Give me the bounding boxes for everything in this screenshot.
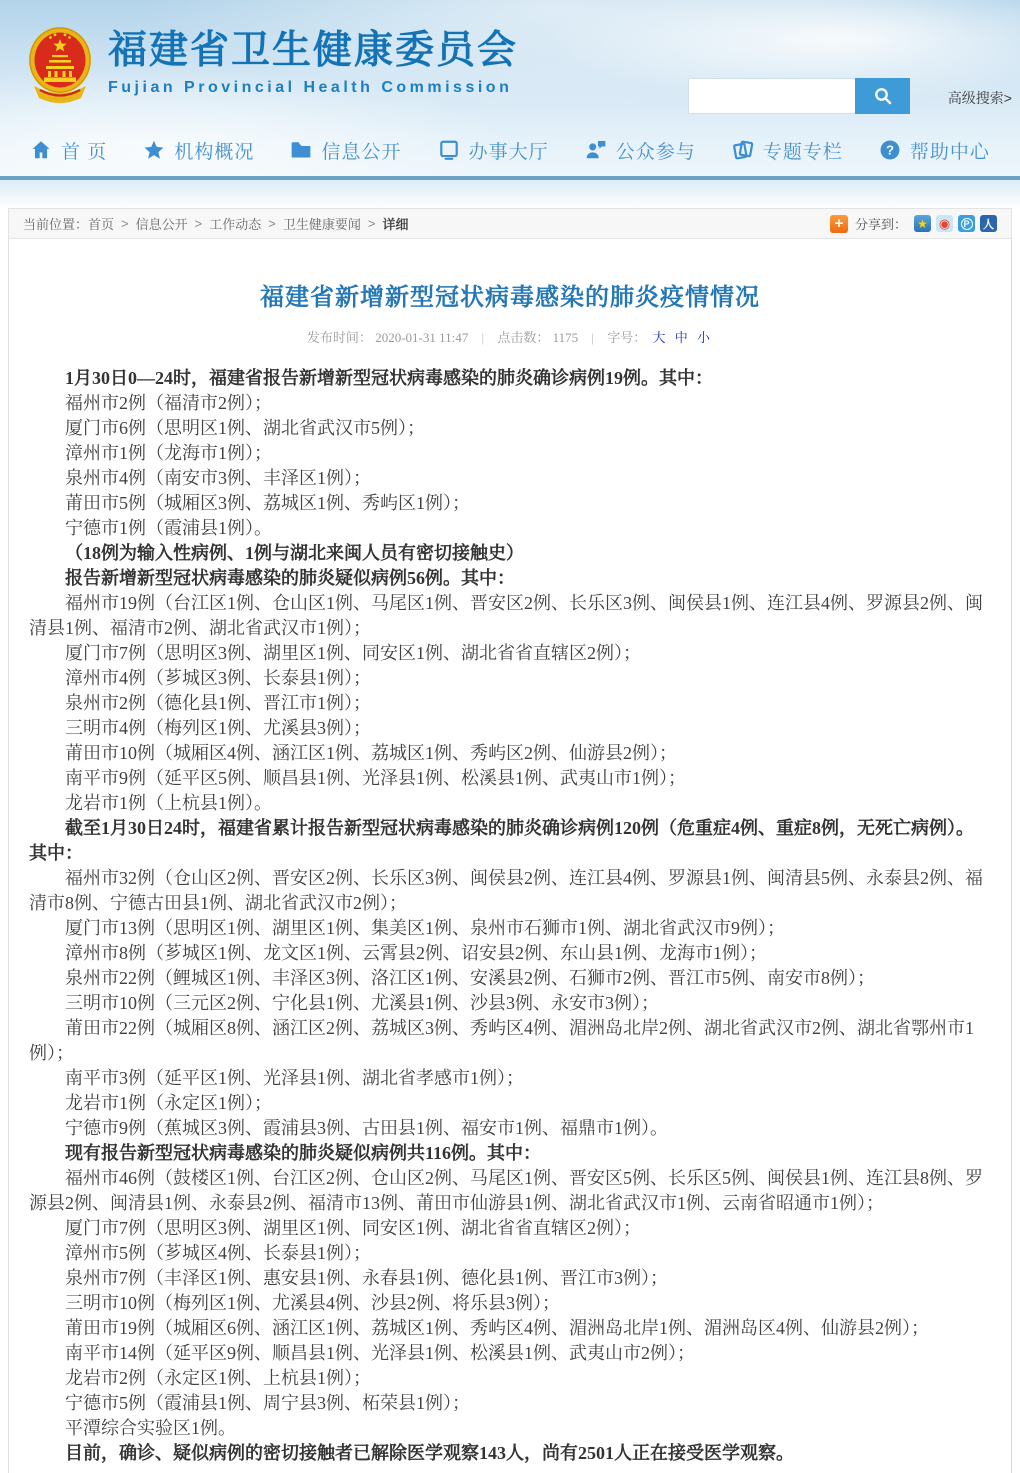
breadcrumb-item-info[interactable]: 信息公开 bbox=[135, 217, 188, 232]
article-paragraph: 龙岩市2例（永定区1例、上杭县1例）； bbox=[65, 1368, 371, 1388]
breadcrumb-separator: > bbox=[268, 216, 276, 231]
article-paragraph: 泉州市4例（南安市3例、丰泽区1例）； bbox=[65, 468, 371, 488]
article-paragraph: 1月30日0—24时，福建省报告新增新型冠状病毒感染的肺炎确诊病例19例。其中： bbox=[65, 368, 713, 388]
article-paragraph: 莆田市10例（城厢区4例、涵江区1例、荔城区1例、秀屿区2例、仙游县2例）； bbox=[65, 743, 677, 763]
article-paragraph: 漳州市4例（芗城区3例、长泰县1例）； bbox=[65, 668, 371, 688]
monitor-icon bbox=[438, 139, 460, 161]
nav-item-special[interactable]: 专题专栏 bbox=[732, 137, 843, 164]
site-title: 福建省卫生健康委员会 bbox=[108, 29, 519, 72]
article-paragraph: 南平市14例（延平区9例、顺昌县1例、光泽县1例、松溪县1例、武夷山市2例）； bbox=[65, 1343, 695, 1363]
star-icon bbox=[143, 139, 165, 161]
article-paragraph: 厦门市13例（思明区1例、湖里区1例、集美区1例、泉州市石狮市1例、湖北省武汉市9例）； bbox=[65, 918, 785, 938]
hits-label: 点击数： bbox=[497, 330, 550, 345]
fontsize-large-link[interactable]: 大 bbox=[652, 330, 666, 345]
article-paragraph: 福州市19例（台江区1例、仓山区1例、马尾区1例、晋安区2例、长乐区3例、闽侯县1例、连江县4例、罗源县2例、闽清县1例、福清市2例、湖北省武汉市1例）； bbox=[29, 593, 983, 638]
search-icon bbox=[873, 86, 893, 106]
meta-divider: | bbox=[481, 330, 485, 345]
article bbox=[8, 239, 1012, 1473]
article-paragraph: 宁德市9例（蕉城区3例、霞浦县3例、古田县1例、福安市1例、福鼎市1例）。 bbox=[65, 1118, 668, 1138]
article-paragraph: 宁德市5例（霞浦县1例、周宁县3例、柘荣县1例）； bbox=[65, 1393, 470, 1413]
home-icon bbox=[30, 139, 52, 161]
share-renren-icon[interactable]: 人 bbox=[980, 215, 997, 232]
article-paragraph: （18例为输入性病例、1例与湖北来闽人员有密切接触史） bbox=[65, 543, 524, 563]
article-paragraph: 漳州市5例（芗城区4例、长泰县1例）； bbox=[65, 1243, 371, 1263]
article-meta bbox=[29, 327, 991, 346]
publish-time-label: 发布时间： bbox=[306, 330, 372, 345]
article-paragraph: 龙岩市1例（上杭县1例）。 bbox=[65, 793, 272, 813]
article-paragraph: 龙岩市1例（永定区1例）； bbox=[65, 1093, 272, 1113]
article-paragraph: 厦门市6例（思明区1例、湖北省武汉市5例）； bbox=[65, 418, 425, 438]
header-logo-row bbox=[0, 0, 1020, 120]
share-label: 分享到： bbox=[854, 217, 907, 232]
search-area bbox=[688, 78, 910, 114]
article-paragraph: 南平市9例（延平区5例、顺昌县1例、光泽县1例、松溪县1例、武夷山市1例）； bbox=[65, 768, 686, 788]
article-paragraph: 福州市2例（福清市2例）； bbox=[65, 393, 272, 413]
share-add-icon[interactable]: + bbox=[830, 215, 848, 233]
nav-item-help[interactable]: ? 帮助中心 bbox=[879, 137, 990, 164]
meta-divider: | bbox=[591, 330, 594, 345]
nav-item-participation[interactable]: 公众参与 bbox=[585, 137, 696, 164]
article-paragraph: 福州市32例（仓山区2例、晋安区2例、长乐区3例、闽侯县2例、连江县4例、罗源县1例、闽清县5例、永泰县2例、福清市8例、宁德古田县1例、湖北省武汉市2例）； bbox=[29, 868, 983, 913]
article-paragraph: 三明市10例（梅列区1例、尤溪县4例、沙县2例、将乐县3例）； bbox=[65, 1293, 560, 1313]
site-subtitle-en: Fujian Provincial Health Commission bbox=[108, 78, 513, 96]
search-button[interactable] bbox=[855, 78, 910, 114]
breadcrumb bbox=[8, 208, 1012, 239]
article-paragraph: 平潭综合实验区1例。 bbox=[65, 1418, 236, 1438]
nav-item-about[interactable]: 机构概况 bbox=[143, 137, 254, 164]
article-paragraph: 泉州市7例（丰泽区1例、惠安县1例、永春县1例、德化县1例、晋江市3例）； bbox=[65, 1268, 668, 1288]
share-area bbox=[830, 214, 997, 233]
folder-icon bbox=[290, 139, 312, 161]
article-paragraph: 泉州市2例（德化县1例、晋江市1例）； bbox=[65, 693, 371, 713]
article-paragraph: 宁德市1例（霞浦县1例）。 bbox=[65, 518, 272, 538]
article-paragraph: 福州市46例（鼓楼区1例、台江区2例、仓山区2例、马尾区1例、晋安区5例、长乐区5例、闽侯县1例、连江县8例、罗源县2例、闽清县1例、永泰县2例、福清市13例、莆田市仙游县1例、湖北省武汉市1例、云南省昭通市1例）； bbox=[29, 1168, 983, 1213]
article-paragraph: 现有报告新型冠状病毒感染的肺炎疑似病例共116例。其中： bbox=[65, 1143, 542, 1163]
article-paragraph: 漳州市1例（龙海市1例）； bbox=[65, 443, 272, 463]
breadcrumb-separator: > bbox=[194, 216, 203, 231]
fontsize-small-link[interactable]: 小 bbox=[697, 330, 711, 345]
share-qzone-icon[interactable]: ★ bbox=[914, 215, 931, 232]
article-paragraph: 厦门市7例（思明区3例、湖里区1例、同安区1例、湖北省省直辖区2例）； bbox=[65, 643, 641, 663]
share-pengyou-icon[interactable]: P bbox=[958, 215, 975, 232]
article-body bbox=[29, 366, 991, 1466]
article-paragraph: 厦门市7例（思明区3例、湖里区1例、同安区1例、湖北省省直辖区2例）； bbox=[65, 1218, 641, 1238]
nav-item-home[interactable]: 首 页 bbox=[30, 137, 107, 164]
people-icon bbox=[585, 139, 607, 161]
article-paragraph: 三明市4例（梅列区1例、尤溪县3例）； bbox=[65, 718, 371, 738]
main-nav bbox=[0, 124, 1020, 176]
advanced-search-link[interactable]: 高级搜索> bbox=[947, 90, 1012, 106]
svg-text:?: ? bbox=[885, 142, 894, 158]
article-paragraph: 漳州市8例（芗城区1例、龙文区1例、云霄县2例、诏安县2例、东山县1例、龙海市1例）； bbox=[65, 943, 767, 963]
article-paragraph: 莆田市19例（城厢区6例、涵江区1例、荔城区1例、秀屿区4例、湄洲岛北岸1例、湄洲岛区4例、仙游县2例）； bbox=[65, 1318, 929, 1338]
site-header bbox=[0, 0, 1020, 180]
article-paragraph: 三明市10例（三元区2例、宁化县1例、尤溪县1例、沙县3例、永安市3例）； bbox=[65, 993, 659, 1013]
breadcrumb-item-home[interactable]: 首页 bbox=[88, 217, 115, 232]
publish-time-value: 2020-01-31 11:47 bbox=[375, 330, 469, 345]
nav-item-services[interactable]: 办事大厅 bbox=[438, 137, 549, 164]
breadcrumb-separator: > bbox=[367, 216, 376, 231]
article-paragraph: 莆田市22例（城厢区8例、涵江区2例、荔城区3例、秀屿区4例、湄洲岛北岸2例、湖北省武汉市2例、湖北省鄂州市1例）； bbox=[29, 1018, 974, 1063]
pages-icon bbox=[732, 139, 754, 161]
hits-value: 1175 bbox=[552, 330, 579, 345]
nav-item-info[interactable]: 信息公开 bbox=[290, 137, 401, 164]
breadcrumb-item-work[interactable]: 工作动态 bbox=[209, 217, 262, 232]
breadcrumb-separator: > bbox=[121, 216, 129, 231]
breadcrumb-label: 当前位置： bbox=[23, 217, 89, 232]
fontsize-label: 字号： bbox=[607, 330, 647, 345]
article-title: 福建省新增新型冠状病毒感染的肺炎疫情情况 bbox=[260, 285, 760, 311]
article-paragraph: 泉州市22例（鲤城区1例、丰泽区3例、洛江区1例、安溪县2例、石狮市2例、晋江市5例、南安市8例）； bbox=[65, 968, 875, 988]
search-input[interactable] bbox=[688, 78, 855, 114]
article-paragraph: 目前，确诊、疑似病例的密切接触者已解除医学观察143人，尚有2501人正在接受医学观察。 bbox=[65, 1443, 794, 1463]
article-paragraph: 报告新增新型冠状病毒感染的肺炎疑似病例56例。其中： bbox=[65, 568, 515, 588]
question-icon bbox=[879, 139, 901, 161]
header-sub-strip bbox=[0, 180, 1020, 208]
national-emblem-logo[interactable] bbox=[26, 24, 94, 110]
share-weibo-icon[interactable]: ◉ bbox=[936, 215, 953, 232]
fontsize-medium-link[interactable]: 中 bbox=[674, 330, 688, 345]
breadcrumb-item-news[interactable]: 卫生健康要闻 bbox=[282, 217, 361, 232]
article-paragraph: 莆田市5例（城厢区3例、荔城区1例、秀屿区1例）； bbox=[65, 493, 470, 513]
article-paragraph: 截至1月30日24时，福建省累计报告新型冠状病毒感染的肺炎确诊病例120例（危重症4例、重症8例，无死亡病例）。其中： bbox=[29, 818, 974, 863]
site-title-block bbox=[108, 30, 518, 97]
breadcrumb-current: 详细 bbox=[382, 217, 409, 232]
article-paragraph: 南平市3例（延平区1例、光泽县1例、湖北省孝感市1例）； bbox=[65, 1068, 524, 1088]
